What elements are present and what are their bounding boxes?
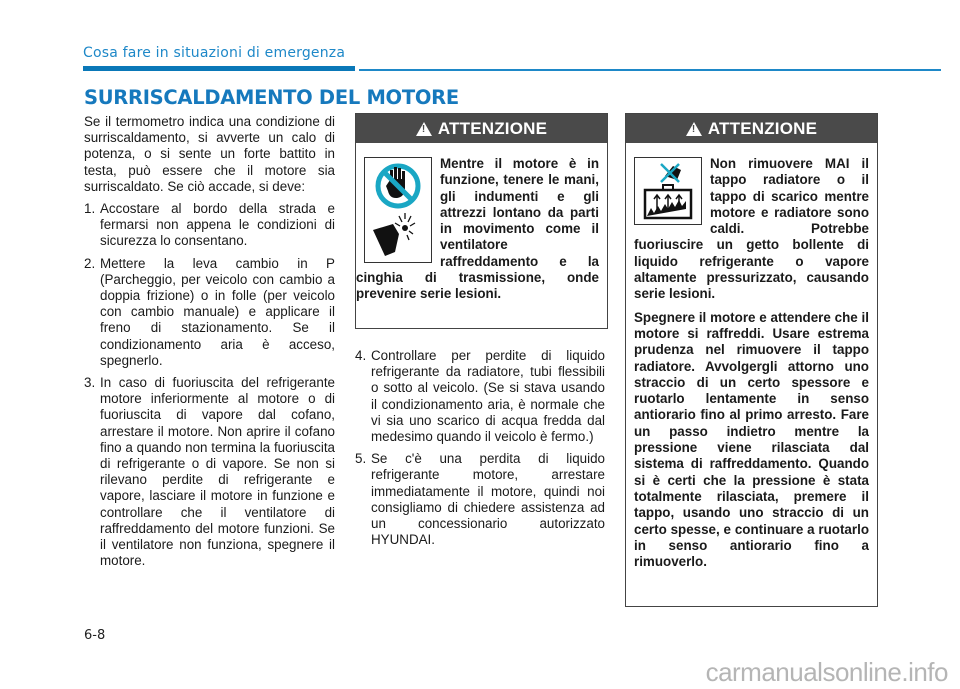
warning-header	[356, 114, 607, 143]
step-number: 2.	[84, 255, 96, 271]
step-text: Accostare al bordo della strada e fermarsi non appena le condizioni di sicurezza lo consentano.	[100, 201, 335, 249]
header-rule	[359, 69, 941, 71]
warning-triangle-icon	[686, 122, 702, 136]
step-text: Controllare per perdite di liquido refrigerante da radiatore, tubi flessibili o sotto al veicolo. (Se si stava usando il condizionamento aria, è normale che vi sia uno scarico di acqua fredda dal medesimo quando il veicolo è fermo.)	[371, 348, 605, 445]
warning-triangle-icon	[416, 122, 432, 136]
step-number: 3.	[84, 375, 96, 391]
warning-box-radiator-cap	[625, 113, 878, 607]
step-text: Se c'è una perdita di liquido refrigerante motore, arrestare immediatamente il motore, quindi noi consigliamo di chiedere assistenza ad un concessionario autorizzato HYUNDAI.	[371, 451, 605, 548]
intro-paragraph: Se il termometro indica una condizione di surriscaldamento, si avverte un calo di potenza, o si sente un forte battito in testa, può essere che il motore sia surriscaldato. Se ciò accade, si deve:	[84, 114, 335, 194]
step-number: 5.	[355, 451, 367, 467]
left-column	[84, 114, 335, 575]
section-header: Cosa fare in situazioni di emergenza	[83, 45, 346, 61]
step-item	[355, 451, 605, 548]
warning-heading: ATTENZIONE	[707, 118, 818, 138]
warning-header	[626, 114, 877, 143]
step-item	[84, 256, 335, 369]
step-number: 1.	[84, 201, 96, 217]
warning-heading: ATTENZIONE	[437, 118, 548, 138]
warning-box-moving-parts	[355, 113, 608, 329]
watermark: carmanualsonline.info	[705, 657, 948, 687]
right-column	[355, 348, 605, 554]
warning-paragraph: Mentre il motore è in funzione, tenere le mani, gli indumenti e gli attrezzi lontano da parti in movimento come il ventilatore raffreddamento e la cinghia di trasmissione, onde prevenire serie lesioni.	[356, 156, 599, 302]
page-number: 6-8	[84, 628, 106, 643]
step-number: 4.	[355, 348, 367, 363]
step-text: Mettere la leva cambio in P (Parcheggio, per veicolo con cambio a doppia frizione) o in folle (per veicolo con cambio manuale) e applicare il freno di stazionamento. Se il condizionamento aria è acceso, spegnerlo.	[100, 255, 335, 368]
step-text: In caso di fuoriuscita del refrigerante motore inferiormente al motore o di fuoriuscita di vapore dal cofano, arrestare il motore. Non aprire il cofano fino a quando non termina la fuoriuscita di refrigerante o di vapore. Se non si rilevano perdite di refrigerante e vapore, lasciare il motore in funzione e controllare che il ventilatore di raffreddamento del motore funzioni. Se il ventilatore non funziona, spegnere il motore.	[100, 375, 335, 569]
step-item	[84, 375, 335, 569]
page-title: SURRISCALDAMENTO DEL MOTORE	[84, 86, 459, 109]
hot-radiator-cap-icon	[634, 157, 702, 225]
no-hands-moving-parts-icon	[364, 157, 432, 263]
step-item	[84, 201, 335, 250]
header-bar-thick	[83, 66, 355, 71]
warning-paragraph: Non rimuovere MAI il tappo radiatore o il tappo di scarico mentre motore e radiatore sono caldi. Potrebbe fuoriuscire un getto bollente di liquido refrigerante o vapore altamente pressurizzato, causando serie lesioni.	[634, 156, 869, 302]
warning-paragraph: Spegnere il motore e attendere che il motore si raffreddi. Usare estrema prudenza nel rimuovere il tappo radiatore. Avvolgergli attorno uno straccio di un certo spessore e ruotarlo lentamente in senso antiorario fino al primo arresto. Fare un passo indietro mentre la pressione viene rilasciata dal sistema di raffreddamento. Quando si è certi che la pressione è stata totalmente rilasciata, premere il tappo, usando uno straccio di un certo spesse, e continuare a ruotarlo in senso antiorario fino a rimuoverlo.	[634, 309, 869, 570]
step-item	[355, 348, 605, 445]
